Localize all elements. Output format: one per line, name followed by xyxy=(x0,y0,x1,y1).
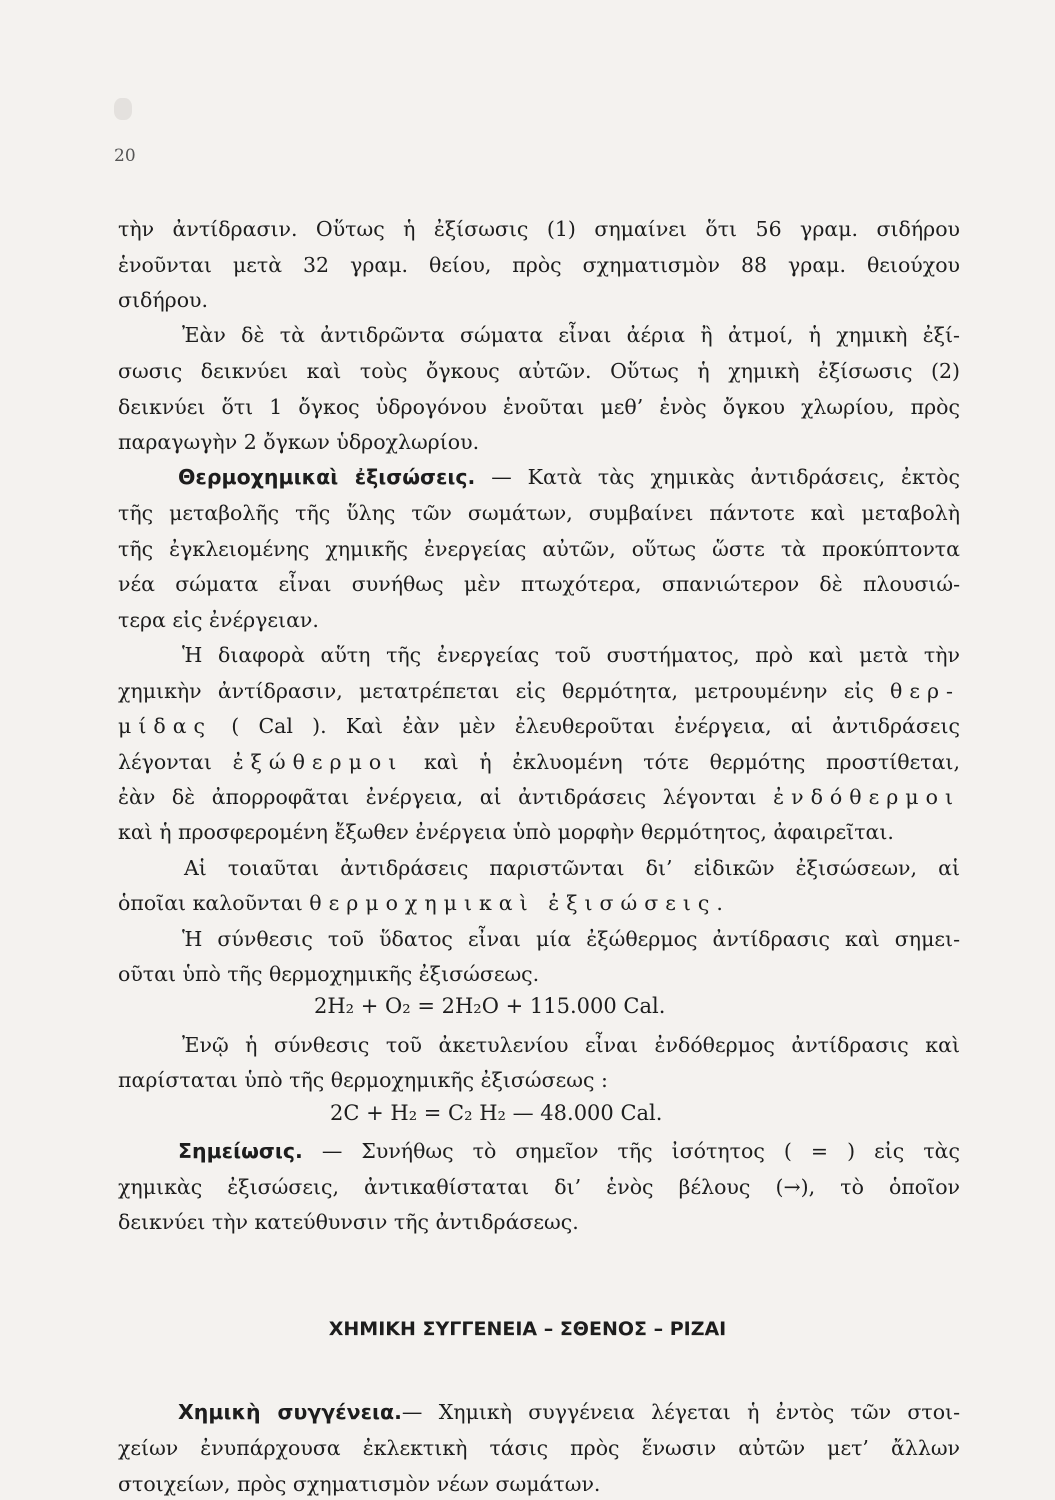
text-span: — Κατὰ τὰς χημικὰς ἀντιδράσεις, ἐκτὸς xyxy=(475,465,960,489)
spaced-term: ἐξώθερμοι xyxy=(232,750,404,774)
text-line: στοιχείων, πρὸς σχηματισμὸν νέων σωμάτων. xyxy=(118,1472,601,1496)
text-line: τὴν ἀντίδρασιν. Οὕτως ἡ ἐξίσωσις (1) σημαίνει ὅτι 56 γραμ. σιδήρου xyxy=(118,217,960,241)
text-line: Ἡ σύνθεσις τοῦ ὕδατος εἶναι μία ἐξώθερμος ἀντίδρασις καὶ σημει- xyxy=(182,927,960,951)
text-line: καὶ ἡ προσφερομένη ἔξωθεν ἐνέργεια ὑπὸ μορφὴν θερμότητος, ἀφαιρεῖται. xyxy=(118,820,894,844)
text-line: δεικνύει τὴν κατεύθυνσιν τῆς ἀντιδράσεως. xyxy=(118,1210,579,1234)
text-span: — Χημικὴ συγγένεια λέγεται ἡ ἐντὸς τῶν στοι- xyxy=(401,1400,960,1424)
page-number: 20 xyxy=(114,146,136,166)
section-title: ΧΗΜΙΚΗ ΣΥΓΓΕΝΕΙΑ – ΣΘΕΝΟΣ – ΡΙΖΑΙ xyxy=(328,1318,727,1340)
text-line: Αἱ τοιαῦται ἀντιδράσεις παριστῶνται δι’ εἰδικῶν ἐξισώσεων, αἱ xyxy=(184,856,960,880)
text-line xyxy=(118,747,960,777)
text-line: παρίσταται ὑπὸ τῆς θερμοχημικῆς ἐξισώσεως : xyxy=(118,1068,608,1092)
text-line: τῆς ἐγκλειομένης χημικῆς ἐνεργείας αὐτῶν, οὕτως ὥστε τὰ προκύπτοντα xyxy=(118,537,960,561)
text-span: ἐὰν δὲ ἀπορροφᾶται ἐνέργεια, αἱ ἀντιδράσεις λέγονται xyxy=(118,785,774,809)
text-line: σωσις δεικνύει καὶ τοὺς ὄγκους αὐτῶν. Οὕτως ἡ χημικὴ ἐξίσωσις (2) xyxy=(118,359,960,383)
text-line: δεικνύει ὅτι 1 ὄγκος ὑδρογόνου ἑνοῦται μεθ’ ἑνὸς ὄγκου χλωρίου, πρὸς xyxy=(118,395,960,419)
section-heading: Χημικὴ συγγένεια. xyxy=(178,1400,402,1424)
text-line xyxy=(118,888,960,918)
spaced-term: θερμοχημικαὶ ἐξισώσεις. xyxy=(309,891,730,915)
text-line xyxy=(178,462,960,492)
page-stain xyxy=(114,98,132,120)
text-span: ὁποῖαι καλοῦνται xyxy=(118,891,310,915)
spaced-term: θερ- xyxy=(890,679,960,703)
text-span: καὶ ἡ ἐκλυομένη τότε θερμότης προστίθεται, xyxy=(403,750,960,774)
text-line: Ἐὰν δὲ τὰ ἀντιδρῶντα σώματα εἶναι ἀέρια ἢ ἀτμοί, ἡ χημικὴ ἐξί- xyxy=(182,323,960,347)
text-line: νέα σώματα εἶναι συνήθως μὲν πτωχότερα, σπανιώτερον δὲ πλουσιώ- xyxy=(118,572,960,596)
text-span: ( Cal ). Καὶ ἐὰν μὲν ἐλευθεροῦται ἐνέργεια, αἱ ἀντιδράσεις xyxy=(212,714,960,738)
text-line xyxy=(118,676,960,706)
spaced-term: ἐνδόθερμοι xyxy=(773,785,960,809)
equation-acetylene: 2C + H₂ = C₂ H₂ — 48.000 Cal. xyxy=(330,1101,663,1125)
text-line xyxy=(178,1397,960,1427)
text-span: — Συνήθως τὸ σημεῖον τῆς ἰσότητος ( = ) εἰς τὰς xyxy=(302,1139,960,1163)
text-line: τῆς μεταβολῆς τῆς ὕλης τῶν σωμάτων, συμβαίνει πάντοτε καὶ μεταβολὴ xyxy=(118,501,960,525)
text-line: τερα εἰς ἐνέργειαν. xyxy=(118,608,319,632)
text-line: Ἐνῷ ἡ σύνθεσις τοῦ ἀκετυλενίου εἶναι ἐνδόθερμος ἀντίδρασις καὶ xyxy=(182,1033,960,1057)
section-heading: Θερμοχημικαὶ ἐξισώσεις. xyxy=(178,465,476,489)
text-line: ἑνοῦνται μετὰ 32 γραμ. θείου, πρὸς σχηματισμὸν 88 γραμ. θειούχου xyxy=(118,253,960,277)
text-span: λέγονται xyxy=(118,750,233,774)
text-span: χημικὴν ἀντίδρασιν, μετατρέπεται εἰς θερμότητα, μετρουμένην εἰς xyxy=(118,679,891,703)
text-line: χημικὰς ἐξισώσεις, ἀντικαθίσταται δι’ ἑνὸς βέλους (→), τὸ ὁποῖον xyxy=(118,1175,960,1199)
text-line: Ἡ διαφορὰ αὕτη τῆς ἐνεργείας τοῦ συστήματος, πρὸ καὶ μετὰ τὴν xyxy=(182,643,960,667)
text-line xyxy=(118,782,960,812)
spaced-term: μίδας xyxy=(118,714,213,738)
text-line xyxy=(118,711,960,741)
note-heading: Σημείωσις. xyxy=(178,1139,303,1163)
text-line: παραγωγὴν 2 ὄγκων ὑδροχλωρίου. xyxy=(118,430,480,454)
equation-water: 2H₂ + O₂ = 2H₂O + 115.000 Cal. xyxy=(314,994,666,1018)
text-line xyxy=(178,1136,960,1166)
text-line: χείων ἐνυπάρχουσα ἐκλεκτικὴ τάσις πρὸς ἕνωσιν αὐτῶν μετ’ ἄλλων xyxy=(118,1436,960,1460)
text-line: σιδήρου. xyxy=(118,288,209,312)
text-line: οῦται ὑπὸ τῆς θερμοχημικῆς ἐξισώσεως. xyxy=(118,962,540,986)
